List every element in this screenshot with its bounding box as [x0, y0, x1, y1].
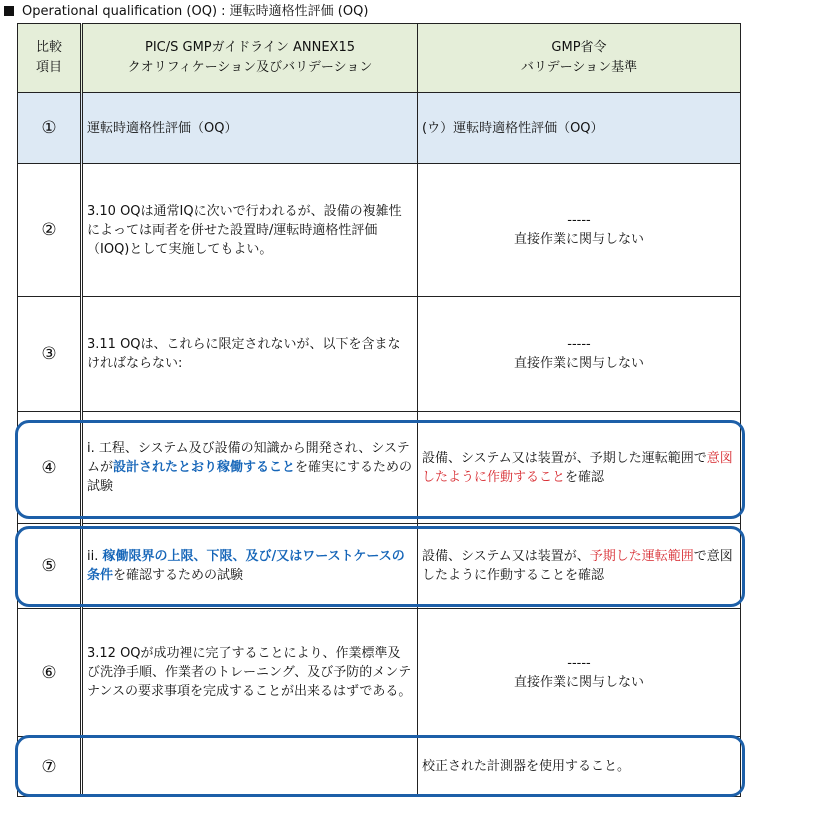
table-row — [18, 737, 741, 797]
comparison-table — [17, 23, 741, 797]
header-gmp: GMP省令 バリデーション基準 — [418, 24, 741, 93]
title-text: Operational qualification (OQ) : 運転時適格性評価 (OQ) — [22, 4, 369, 19]
pics-cell: i. 工程、システム及び設備の知識から開発され、システムが設計されたとおり稼働することを確実にするための試験 — [82, 412, 418, 524]
pics-cell: 3.10 OQは通常IQに次いで行われるが、設備の複雑性によっては両者を併せた設置時/運転時適格性評価（IOQ)として実施してもよい。 — [82, 164, 418, 297]
table-row — [18, 609, 741, 737]
header-compare-item: 比較 項目 — [18, 24, 82, 93]
item-number: ⑥ — [18, 609, 82, 737]
item-number: ③ — [18, 297, 82, 412]
gmp-cell: 設備、システム又は装置が、予期した運転範囲で意図したように作動することを確認 — [418, 412, 741, 524]
table-row — [18, 164, 741, 297]
pics-cell: 3.12 OQが成功裡に完了することにより、作業標準及び洗浄手順、作業者のトレーニング、及び予防的メンテナンスの要求事項を完成することが出来るはずである。 — [82, 609, 418, 737]
pics-cell: 3.11 OQは、これらに限定されないが、以下を含まなければならない: — [82, 297, 418, 412]
gmp-cell: ----- 直接作業に関与しない — [418, 297, 741, 412]
table-row — [18, 93, 741, 164]
gmp-cell: 校正された計測器を使用すること。 — [418, 737, 741, 797]
gmp-cell: ----- 直接作業に関与しない — [418, 609, 741, 737]
item-number: ⑤ — [18, 524, 82, 609]
page-title — [4, 2, 368, 22]
table-row — [18, 524, 741, 609]
table-row — [18, 412, 741, 524]
pics-cell: ii. 稼働限界の上限、下限、及び/又はワーストケースの条件を確認するための試験 — [82, 524, 418, 609]
item-number: ⑦ — [18, 737, 82, 797]
pics-cell — [82, 737, 418, 797]
gmp-cell: ----- 直接作業に関与しない — [418, 164, 741, 297]
gmp-cell: 設備、システム又は装置が、予期した運転範囲で意図したように作動することを確認 — [418, 524, 741, 609]
pics-cell: 運転時適格性評価（OQ） — [82, 93, 418, 164]
table-row — [18, 297, 741, 412]
item-number: ④ — [18, 412, 82, 524]
header-row — [18, 24, 741, 93]
gmp-cell: (ウ）運転時適格性評価（OQ） — [418, 93, 741, 164]
header-pics: PIC/S GMPガイドライン ANNEX15 クオリフィケーション及びバリデーション — [82, 24, 418, 93]
black-square-icon — [4, 6, 14, 16]
item-number: ② — [18, 164, 82, 297]
item-number: ① — [18, 93, 82, 164]
